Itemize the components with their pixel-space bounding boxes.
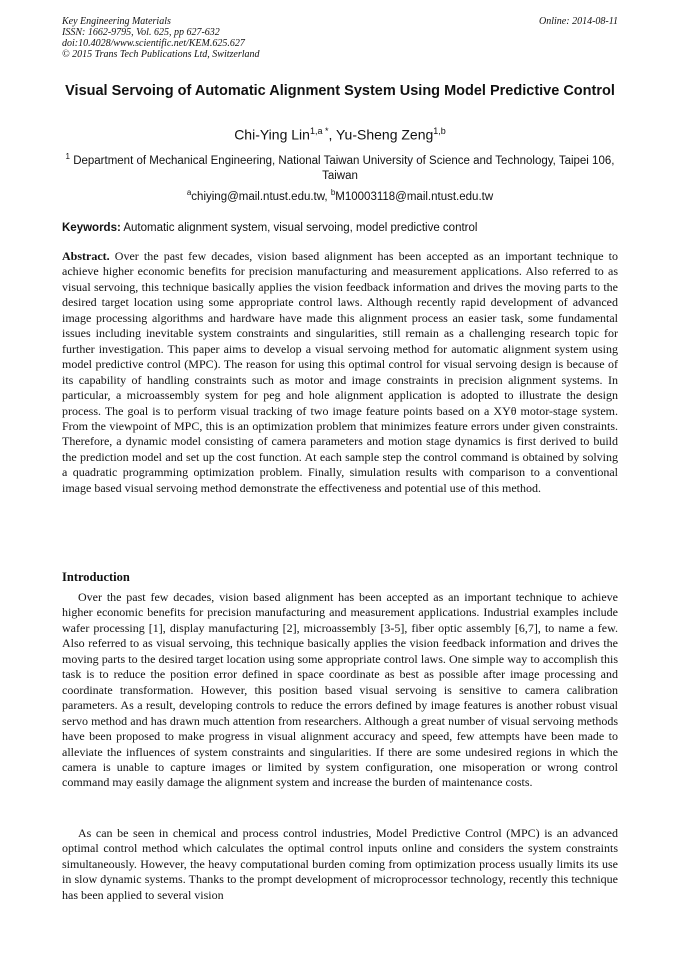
issn-line: ISSN: 1662-9795, Vol. 625, pp 627-632 bbox=[62, 27, 220, 38]
author-superscript: 1,a * bbox=[309, 126, 329, 136]
keywords bbox=[62, 221, 618, 235]
abstract bbox=[62, 249, 618, 496]
journal-name: Key Engineering Materials bbox=[62, 16, 171, 27]
email-address[interactable]: M10003118@mail.ntust.edu.tw bbox=[335, 190, 494, 203]
author-superscript: 1,b bbox=[433, 126, 446, 136]
copyright-line: © 2015 Trans Tech Publications Ltd, Switzerland bbox=[62, 49, 260, 60]
email-line bbox=[62, 186, 618, 204]
journal-header bbox=[62, 16, 618, 60]
intro-paragraph-2: As can be seen in chemical and process control industries, Model Predictive Control (MPC) is an advanced optimal control method which calculates the optimal control inputs online and considers the system constraints simultaneously. However, the heavy computational burden coming from optimization process usually limits its use in slow dynamic systems. Thanks to the prompt development of microprocessor technology, recently this technique has been applied to several vision bbox=[62, 826, 618, 902]
affiliation-text: Department of Mechanical Engineering, National Taiwan University of Science and Technology, Taipei 106, Taiwan bbox=[70, 154, 615, 182]
keywords-text: Automatic alignment system, visual servoing, model predictive control bbox=[120, 222, 478, 234]
online-date: Online: 2014-08-11 bbox=[539, 16, 618, 27]
keywords-label: Keywords: bbox=[62, 222, 121, 234]
author-separator: , bbox=[328, 126, 336, 143]
paper-title: Visual Servoing of Automatic Alignment System Using Model Predictive Control bbox=[65, 83, 615, 99]
email-superscript: a bbox=[186, 188, 192, 197]
author-name: Yu-Sheng Zeng bbox=[335, 126, 434, 143]
abstract-label: Abstract. bbox=[62, 249, 110, 263]
author-name: Chi-Ying Lin bbox=[234, 126, 310, 143]
affiliation bbox=[62, 149, 618, 184]
doi-line[interactable]: doi:10.4028/www.scientific.net/KEM.625.627 bbox=[62, 38, 245, 49]
intro-paragraph-1: Over the past few decades, vision based alignment has been accepted as an important technique to achieve higher economic benefits for precision manufacturing and measurement applications. Industrial examples include wafer processing [1], display manufacturing [2], microassembly [3-5], fiber optic assembly [6,7], to name a few. Also referred to as visual servoing, this technique basically applies the vision feedback information and drives the moving parts to the desired target location using some appropriate control laws. One simple way to accomplish this task is to reduce the position error defined in space coordinate as best as possible after image processing and coordinate transformation. However, this position based visual servoing is sensitive to camera calibration parameters. As a result, developing controls to reduce the errors defined by image features is another robust visual servo method and has drawn much attention from researchers. Although a great number of visual servoing methods have been proposed to make progress in visual alignment accuracy and speed, few attempts have been made to alleviate the influences of system constraints and singularities. If there are some undesired regions in which the camera is unable to capture images or limited by system configuration, one misoperation or wrong control command may easily damage the alignment system and increase the burden of maintenance costs. bbox=[62, 590, 618, 790]
affiliation-superscript: 1 bbox=[65, 152, 70, 161]
author-line bbox=[62, 122, 618, 144]
email-superscript: b bbox=[330, 188, 336, 197]
section-heading: Introduction bbox=[62, 570, 130, 584]
abstract-text: Over the past few decades, vision based alignment has been accepted as an important technique to achieve higher economic benefits for precision manufacturing and measurement applications. Also referred to as visual servoing, this technique basically applies the vision feedback information and drives the moving parts to the desired target location using some appropriate control laws. Although recently rapid development of advanced image processing algorithms and hardware have made this alignment process an easier task, some fundamental issues including inevitable system constraints and singularities, still remain as a challenging research topic for further investigation. This paper aims to develop a visual servoing method for automatic alignment system using model predictive control (MPC). The reason for using this optimal control for visual servoing design is because of its capability of handling constraints such as motor and image constraints in precision alignment systems. In particular, a microassembly system for peg and hole alignment application is adopted to illustrate the design process. The goal is to perform visual tracking of two image feature points based on a XYθ motor-stage system. From the viewpoint of MPC, this is an optimization problem that minimizes feature errors under given constraints. Therefore, a dynamic model consisting of camera parameters and motion stage dynamics is first derived to build the prediction model and set up the cost function. At each sample step the control command is obtained by solving a quadratic programming optimization problem. Finally, simulation results with comparison to a conventional image based visual servoing method demonstrate the effectiveness and potential use of this method. bbox=[62, 249, 618, 495]
email-address[interactable]: chiying@mail.ntust.edu.tw, bbox=[191, 190, 331, 203]
